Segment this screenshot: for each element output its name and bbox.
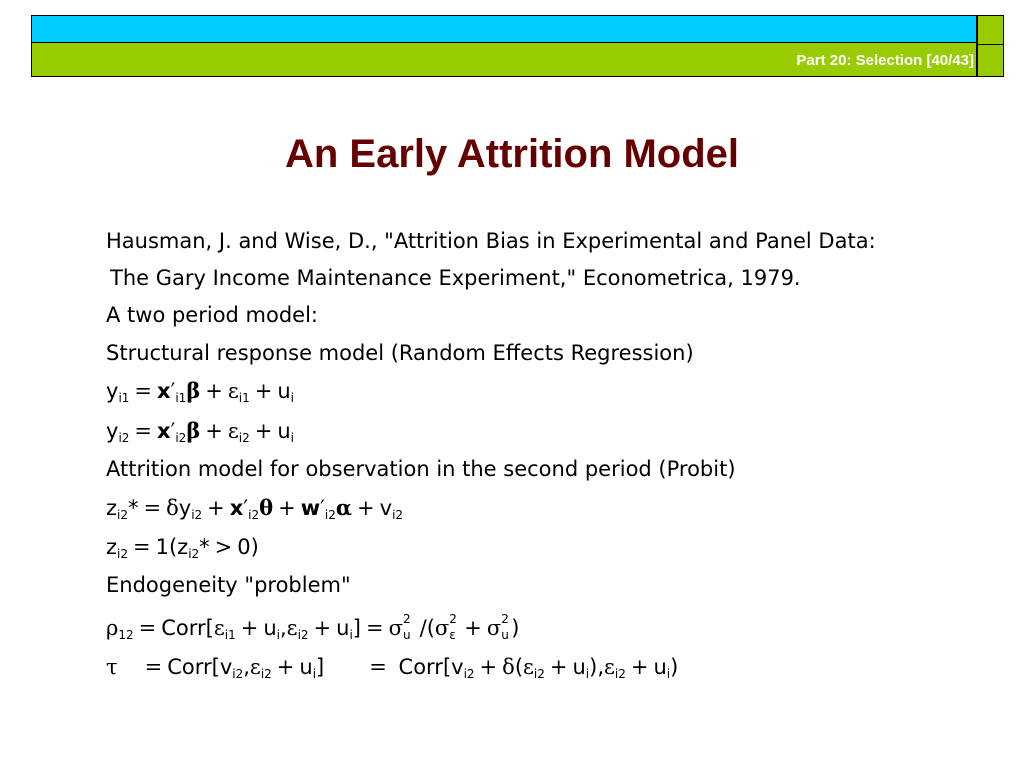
structural-model-label: Structural response model (Random Effects Regression) <box>106 341 694 365</box>
corner-square-top <box>977 15 1004 45</box>
reference-line-2: The Gary Income Maintenance Experiment," Econometrica, 1979. <box>110 266 801 290</box>
slide-title: An Early Attrition Model <box>284 132 740 176</box>
equation-y2: $y_{i2} = x'_{i2}\beta + \varepsilon_{i2} + u_i$ <box>106 418 294 445</box>
header-bar-top <box>31 15 977 43</box>
part-label: Part 20: Selection [40/43] <box>796 52 974 69</box>
two-period-label: A two period model: <box>106 303 319 327</box>
attrition-model-label: Attrition model for observation in the second period (Probit) <box>106 457 736 481</box>
corner-square-bottom <box>977 45 1004 77</box>
reference-line-1: Hausman, J. and Wise, D., "Attrition Bias in Experimental and Panel Data: <box>106 229 876 253</box>
equation-tau: $\tau = Corr[v_{i2},\varepsilon_{i2} + u_i]$ = $Corr[v_{i2} + \delta(\varepsilon_{i2} + u_i),\varepsilon_{i2} + u_i)$ <box>106 655 679 681</box>
endogeneity-label: Endogeneity "problem" <box>106 573 351 597</box>
equation-rho: $\rho_{12}$ = $Corr[\varepsilon_{i1} + u_i,\varepsilon_{i2} + u_i] = \sigma$ 2 u /(σ 2 ε + σ 2 u ) <box>106 612 520 642</box>
equation-zstar: $z_{i2}* = \delta y_{i2} + x'_{i2}\theta + w'_{i2}\alpha + v_{i2}$ <box>106 495 404 522</box>
equation-y1: $y_{i1} = x'_{i1}\beta + \varepsilon_{i1} + u_i$ <box>106 378 294 405</box>
equation-z: $z_{i2} = 1(z_{i2}* > 0)$ <box>106 535 259 561</box>
